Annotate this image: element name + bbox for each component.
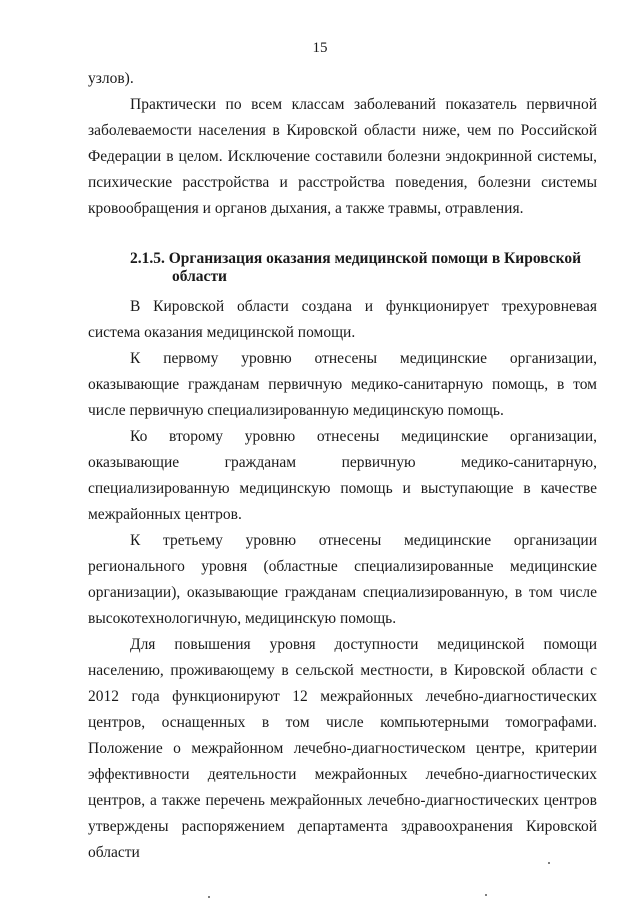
section-title-line2: области <box>172 268 227 285</box>
scan-speck <box>548 862 550 864</box>
paragraph-level-2: Ко второму уровню отнесены медицинские организации, оказывающие гражданам первичную медико-санитарную, специализированную медицинскую помощь и выступающие в качестве межрайонных центров. <box>88 428 597 523</box>
section-heading <box>88 250 597 286</box>
page-number: 15 <box>312 40 328 56</box>
body-section <box>88 294 597 866</box>
paragraph-level-3: К третьему уровню отнесены медицинские организации регионального уровня (областные специализированные медицинские организации), оказывающие гражданам специализированную, в том числе высокотехнологичную, медицинскую помощь. <box>88 532 597 627</box>
scan-speck <box>208 896 210 898</box>
section-title-line1 <box>88 250 597 268</box>
paragraph-system: В Кировской области создана и функционирует трехуровневая система оказания медицинской помощи. <box>88 298 597 341</box>
paragraph-morbidity: Практически по всем классам заболеваний показатель первичной заболеваемости населения в Кировской области ниже, чем по Российской Федерации в целом. Исключение составили болезни эндокринной системы, психические расстройства и расстройства поведения, болезни системы кровообращения и органов дыхания, а также травмы, отравления. <box>88 96 597 217</box>
section-number: 2.1.5. <box>130 250 165 267</box>
section-title: Организация оказания медицинской помощи в Кировской <box>168 250 582 267</box>
paragraph-continuation: узлов). <box>88 70 134 87</box>
scan-speck <box>485 894 487 896</box>
paragraph-centers: Для повышения уровня доступности медицинской помощи населению, проживающему в сельской местности, в Кировской области с 2012 года функционируют 12 межрайонных лечебно-диагностических центров, оснащенных в том числе компьютерными томографами. Положение о межрайонном лечебно-диагностическом центре, критерии эффективности деятельности межрайонных лечебно-диагностических центров, а также перечень межрайонных лечебно-диагностических центров утверждены распоряжением департамента здравоохранения Кировской области <box>88 636 597 861</box>
body-top <box>88 66 597 222</box>
paragraph-level-1: К первому уровню отнесены медицинские организации, оказывающие гражданам первичную медико-санитарную помощь, в том числе первичную специализированную медицинскую помощь. <box>88 350 597 419</box>
